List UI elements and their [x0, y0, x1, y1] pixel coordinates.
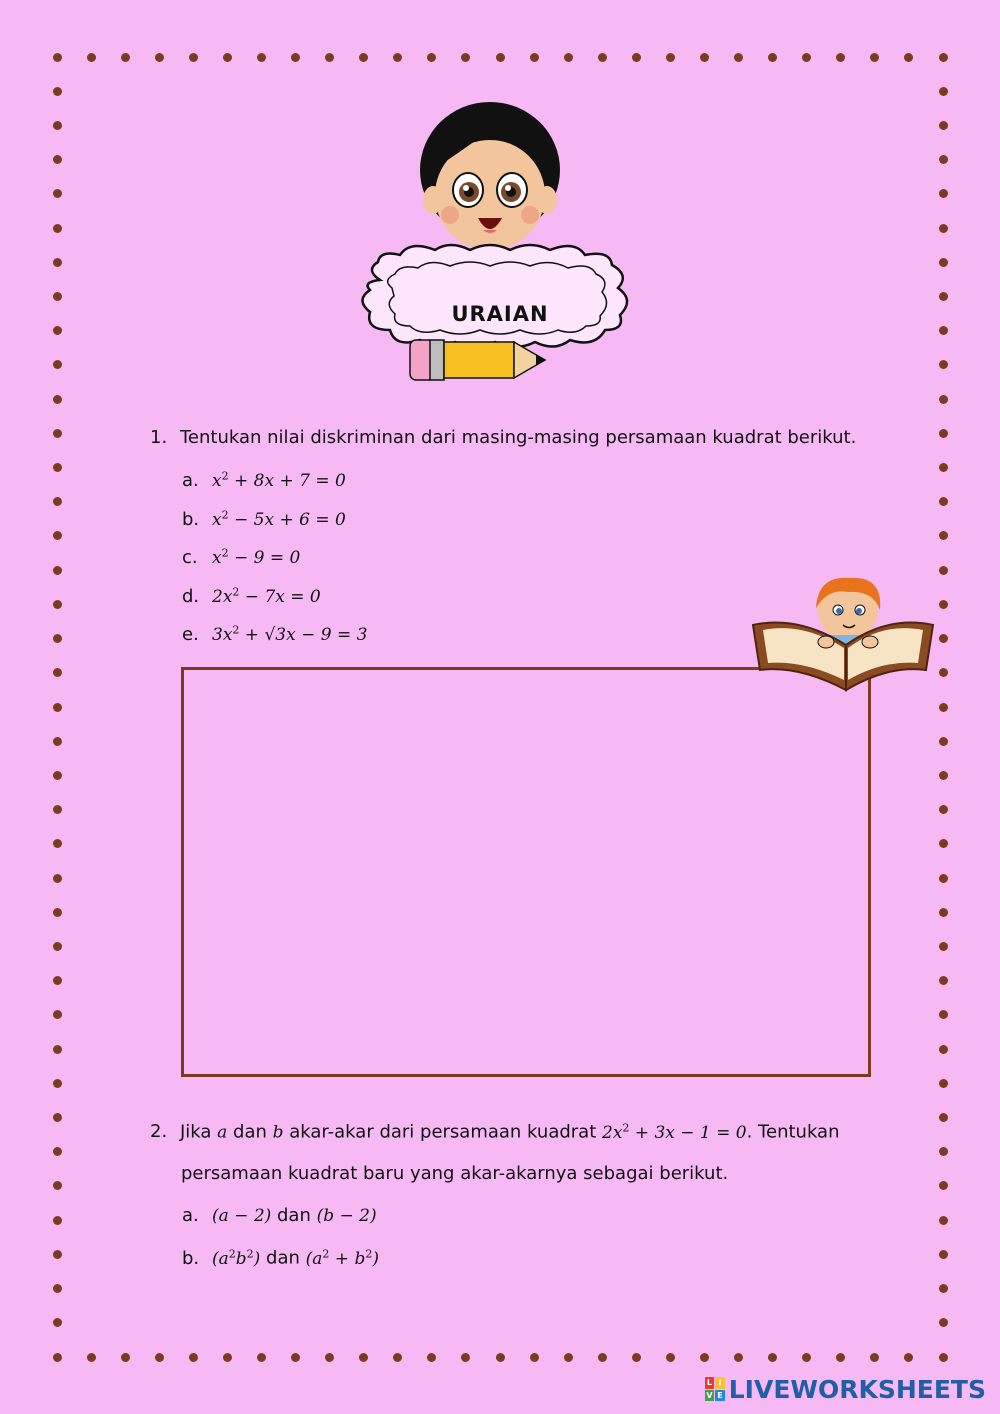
border-dot: [53, 976, 62, 985]
border-dot: [325, 1353, 334, 1362]
border-dot: [53, 737, 62, 746]
border-dot: [53, 1284, 62, 1293]
border-dot: [939, 737, 948, 746]
border-dot: [53, 497, 62, 506]
border-dot: [53, 566, 62, 575]
border-dot: [904, 53, 913, 62]
item-label: a.: [182, 469, 199, 491]
border-dot: [939, 600, 948, 609]
border-dot: [291, 53, 300, 62]
border-dot: [53, 1010, 62, 1019]
border-dot: [87, 1353, 96, 1362]
logo-letter: I: [715, 1377, 725, 1389]
border-dot: [939, 292, 948, 301]
border-dot: [53, 874, 62, 883]
border-dot: [496, 53, 505, 62]
equation: $2x^2 + 3x - 1 = 0$: [602, 1121, 747, 1143]
border-dot: [939, 1113, 948, 1122]
liveworksheets-logo-icon: [705, 1377, 725, 1401]
border-dot: [939, 874, 948, 883]
border-dot: [939, 1010, 948, 1019]
border-dot: [734, 1353, 743, 1362]
border-dot: [53, 668, 62, 677]
border-dot: [53, 429, 62, 438]
border-dot: [632, 1353, 641, 1362]
text-segment: akar-akar dari persamaan kuadrat: [283, 1121, 602, 1143]
border-dot: [53, 224, 62, 233]
variable-b: b: [272, 1122, 284, 1143]
border-dot: [155, 1353, 164, 1362]
border-dot: [904, 1353, 913, 1362]
border-dot: [939, 497, 948, 506]
expression: (a − 2): [212, 1206, 272, 1226]
question-number: 2.: [150, 1121, 168, 1142]
border-dot: [939, 1079, 948, 1088]
border-dot: [53, 395, 62, 404]
border-dot: [53, 1147, 62, 1156]
border-dot: [870, 53, 879, 62]
text-segment: . Tentukan: [746, 1121, 840, 1143]
border-dot: [939, 634, 948, 643]
border-dot: [939, 839, 948, 848]
equation: $x^2 - 9 = 0$: [212, 546, 301, 568]
q2-item-a: [182, 1205, 377, 1226]
border-dot: [53, 1318, 62, 1327]
border-dot: [939, 531, 948, 540]
border-dot: [836, 1353, 845, 1362]
border-dot: [359, 53, 368, 62]
border-dot: [53, 463, 62, 472]
border-dot: [598, 53, 607, 62]
border-dot: [564, 53, 573, 62]
border-dot: [325, 53, 334, 62]
border-dot: [564, 1353, 573, 1362]
border-dot: [666, 1353, 675, 1362]
conjunction: dan: [260, 1247, 306, 1269]
item-label: e.: [182, 623, 199, 645]
page-title: URAIAN: [451, 302, 549, 326]
border-dot: [734, 53, 743, 62]
border-dot: [53, 292, 62, 301]
border-dot: [87, 53, 96, 62]
border-dot: [53, 53, 62, 62]
question-number: 1.: [150, 427, 168, 448]
border-dot: [939, 258, 948, 267]
liveworksheets-brand: [705, 1374, 986, 1404]
border-dot: [53, 942, 62, 951]
border-dot: [393, 1353, 402, 1362]
border-dot: [939, 53, 948, 62]
border-dot: [802, 53, 811, 62]
border-dot: [632, 53, 641, 62]
border-dot: [939, 1181, 948, 1190]
logo-letter: E: [715, 1390, 725, 1402]
item-label: d.: [182, 585, 200, 607]
border-dot: [53, 87, 62, 96]
brand-text: LIVEWORKSHEETS: [728, 1374, 986, 1404]
border-dot: [121, 1353, 130, 1362]
border-dot: [53, 1079, 62, 1088]
border-dot: [939, 668, 948, 677]
text-segment: Jika: [180, 1121, 218, 1143]
q1-item-a: [182, 469, 346, 491]
border-dot: [53, 258, 62, 267]
border-dot: [939, 87, 948, 96]
border-dot: [393, 53, 402, 62]
border-dot: [53, 703, 62, 712]
border-dot: [870, 1353, 879, 1362]
border-dot: [939, 360, 948, 369]
border-dot: [939, 224, 948, 233]
border-dot: [939, 942, 948, 951]
item-label: c.: [182, 546, 198, 568]
q1-item-e: [182, 623, 367, 645]
logo-letter: L: [705, 1377, 715, 1389]
border-dot: [53, 908, 62, 917]
border-dot: [836, 53, 845, 62]
border-dot: [53, 839, 62, 848]
border-dot: [53, 189, 62, 198]
q1-item-b: [182, 508, 346, 530]
border-dot: [939, 395, 948, 404]
conjunction: dan: [271, 1205, 317, 1226]
border-dot: [53, 600, 62, 609]
border-dot: [768, 53, 777, 62]
q2-item-b: [182, 1247, 379, 1269]
equation: $3x^2 + √3x - 9 = 3$: [212, 623, 368, 645]
border-dot: [53, 805, 62, 814]
expression: (b − 2): [316, 1206, 377, 1226]
border-dot: [939, 566, 948, 575]
border-dot: [189, 53, 198, 62]
border-dot: [700, 1353, 709, 1362]
question-text: [180, 1121, 839, 1143]
logo-letter: V: [706, 1390, 713, 1400]
border-dot: [939, 703, 948, 712]
border-dot: [53, 531, 62, 540]
question-text: Tentukan nilai diskriminan dari masing-masing persamaan kuadrat berikut.: [180, 427, 857, 448]
border-dot: [53, 771, 62, 780]
header-illustration: [340, 90, 660, 390]
border-dot: [939, 121, 948, 130]
border-dot: [939, 1284, 948, 1293]
reading-boy-icon: [748, 570, 938, 700]
border-dot: [427, 1353, 436, 1362]
item-label: b.: [182, 1247, 200, 1269]
border-dot: [291, 1353, 300, 1362]
border-dot: [939, 1250, 948, 1259]
border-dot: [666, 53, 675, 62]
item-label: b.: [182, 508, 200, 530]
border-dot: [257, 53, 266, 62]
border-dot: [939, 1318, 948, 1327]
answer-input[interactable]: [184, 670, 868, 1074]
border-dot: [223, 53, 232, 62]
equation: $x^2 - 5x + 6 = 0$: [212, 508, 346, 530]
equation: $2x^2 - 7x = 0$: [212, 585, 321, 607]
border-dot: [598, 1353, 607, 1362]
cloud-sign-icon: [363, 245, 628, 347]
border-dot: [939, 189, 948, 198]
variable-a: a: [217, 1122, 228, 1143]
border-dot: [939, 429, 948, 438]
border-dot: [768, 1353, 777, 1362]
border-dot: [939, 155, 948, 164]
border-dot: [700, 53, 709, 62]
border-dot: [939, 1147, 948, 1156]
border-dot: [939, 1045, 948, 1054]
border-dot: [359, 1353, 368, 1362]
border-dot: [939, 463, 948, 472]
border-dot: [53, 1250, 62, 1259]
question-2-continuation: persamaan kuadrat baru yang akar-akarnya sebagai berikut.: [181, 1163, 729, 1184]
border-dot: [189, 1353, 198, 1362]
border-dot: [53, 1181, 62, 1190]
item-label: a.: [182, 1205, 199, 1226]
expression: $(a^2b^2)$: [212, 1247, 261, 1269]
border-dot: [802, 1353, 811, 1362]
border-dot: [155, 53, 164, 62]
border-dot: [53, 360, 62, 369]
border-dot: [939, 908, 948, 917]
border-dot: [939, 1353, 948, 1362]
border-dot: [461, 1353, 470, 1362]
border-dot: [939, 326, 948, 335]
border-dot: [53, 1216, 62, 1225]
question-2: [150, 1121, 910, 1145]
border-dot: [53, 1113, 62, 1122]
equation: $x^2 + 8x + 7 = 0$: [212, 469, 346, 491]
border-dot: [53, 326, 62, 335]
border-dot: [427, 53, 436, 62]
border-dot: [53, 634, 62, 643]
expression: $(a^2 + b^2)$: [305, 1247, 379, 1269]
q1-item-d: [182, 585, 321, 607]
border-dot: [53, 1045, 62, 1054]
border-dot: [53, 155, 62, 164]
q1-item-c: [182, 546, 300, 568]
border-dot: [939, 771, 948, 780]
border-dot: [530, 1353, 539, 1362]
answer-box[interactable]: [181, 667, 871, 1077]
border-dot: [223, 1353, 232, 1362]
border-dot: [257, 1353, 266, 1362]
question-1: [150, 427, 910, 451]
border-dot: [939, 805, 948, 814]
border-dot: [939, 1216, 948, 1225]
text-segment: dan: [227, 1121, 273, 1143]
border-dot: [939, 976, 948, 985]
border-dot: [530, 53, 539, 62]
border-dot: [461, 53, 470, 62]
border-dot: [53, 121, 62, 130]
border-dot: [121, 53, 130, 62]
border-dot: [496, 1353, 505, 1362]
border-dot: [53, 1353, 62, 1362]
